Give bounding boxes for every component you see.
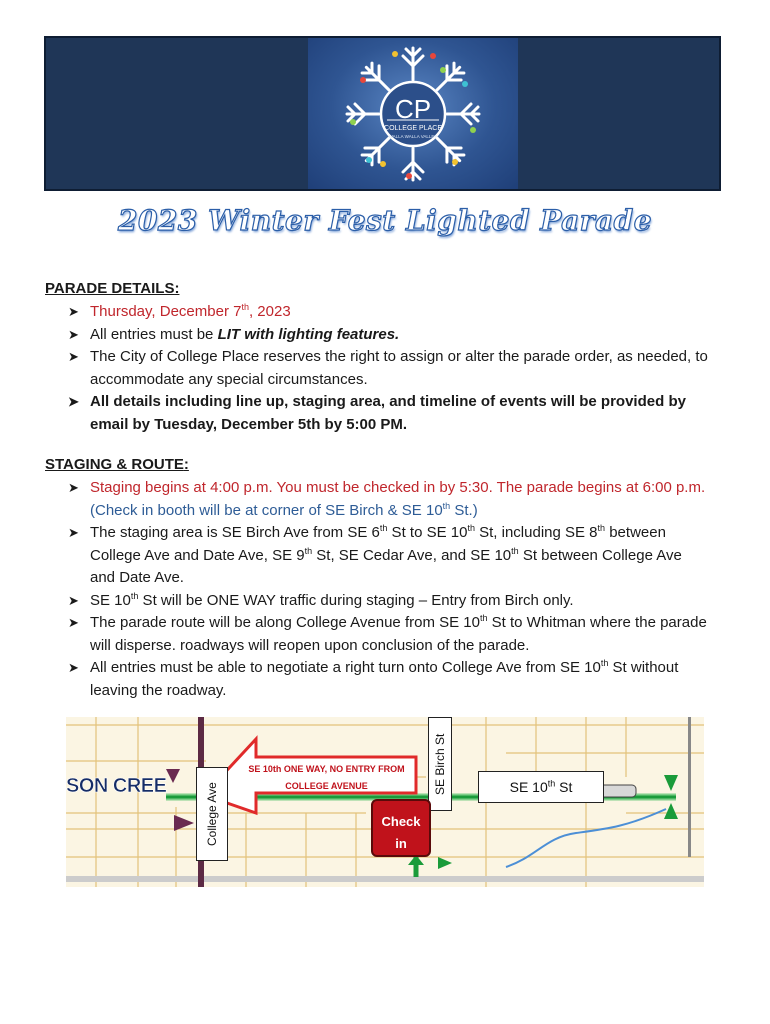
list-item: ➤ The staging area is SE Birch Ave from SE 6th St to SE 10th St, including SE 8th between College Ave and Date Ave, SE 9th St, SE Cedar Ave, and SE 10th St between College Ave and Date Ave. bbox=[68, 523, 682, 586]
snowflake-logo-icon bbox=[306, 38, 520, 189]
page-title: 2023 Winter Fest Lighted Parade bbox=[117, 204, 653, 237]
arrow-bullet-icon: ➤ bbox=[68, 615, 79, 630]
list-item: ➤ SE 10th St will be ONE WAY traffic during staging – Entry from Birch only. bbox=[68, 590, 708, 613]
arrow-bullet-icon: ➤ bbox=[68, 394, 79, 409]
staging-route-list bbox=[68, 477, 708, 702]
se-10th-label: SE 10th St bbox=[478, 771, 604, 803]
parade-details-heading: PARADE DETAILS: bbox=[45, 280, 180, 297]
header-banner bbox=[44, 36, 721, 191]
list-item: ➤ All details including line up, staging area, and timeline of events will be provided by email by Tuesday, December 5th by 5:00 PM. bbox=[68, 393, 686, 433]
arrow-bullet-icon: ➤ bbox=[68, 326, 79, 342]
arrow-bullet-icon: ➤ bbox=[68, 480, 79, 495]
route-map bbox=[66, 717, 704, 887]
arrow-bullet-icon: ➤ bbox=[68, 660, 79, 675]
list-item: ➤ All entries must be LIT with lighting features. bbox=[68, 324, 708, 347]
arrow-bullet-icon: ➤ bbox=[68, 349, 79, 364]
logo-name: COLLEGE PLACE bbox=[384, 125, 442, 132]
one-way-line-2: COLLEGE AVENUE bbox=[285, 781, 368, 791]
one-way-line-1: SE 10th ONE WAY, NO ENTRY FROM bbox=[248, 764, 405, 774]
arrow-bullet-icon: ➤ bbox=[68, 592, 79, 608]
check-in-line-1: Check bbox=[381, 814, 421, 829]
staging-route-heading: STAGING & ROUTE: bbox=[45, 456, 189, 473]
list-item: ➤ The parade route will be along College Avenue from SE 10th St to Whitman where the parade will disperse. roadways will reopen upon conclusion of the parade. bbox=[68, 613, 707, 654]
logo-tagline: WALLA WALLA VALLEY bbox=[388, 134, 438, 139]
list-item: ➤ All entries must be able to negotiate a right turn onto College Ave from SE 10th St without leaving the roadway. bbox=[68, 658, 679, 699]
one-way-notice bbox=[234, 761, 419, 795]
parade-details-list bbox=[68, 301, 708, 436]
arrow-bullet-icon: ➤ bbox=[68, 525, 79, 540]
arrow-bullet-icon: ➤ bbox=[68, 304, 79, 319]
list-item: ➤ Thursday, December 7th, 2023 bbox=[68, 301, 708, 324]
se-birch-label: SE Birch St bbox=[428, 717, 452, 811]
list-item: ➤ The City of College Place reserves the right to assign or alter the parade order, as needed, to accommodate any special circumstances. bbox=[68, 348, 708, 388]
logo-initials: CP bbox=[394, 94, 432, 124]
parade-details-heading-text: PARADE DETAILS bbox=[45, 280, 175, 297]
list-item: ➤ Staging begins at 4:00 p.m. You must be checked in by 5:30. The parade begins at 6:00 p.m. (Check in booth will be at corner of SE Birch & SE 10th St.) bbox=[68, 479, 706, 519]
college-ave-label: College Ave bbox=[196, 767, 228, 861]
check-in-line-2: in bbox=[395, 836, 407, 851]
check-in-booth bbox=[371, 799, 431, 857]
staging-route-heading-text: STAGING & ROUTE bbox=[45, 456, 184, 473]
creek-label: SON CREE bbox=[66, 775, 167, 797]
